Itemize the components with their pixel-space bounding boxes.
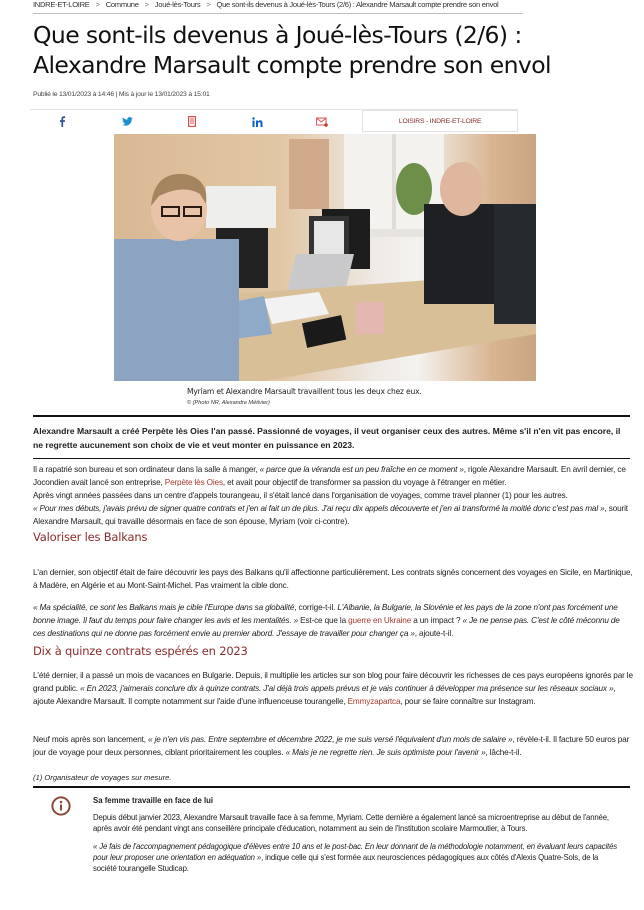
info-box-quote: « Je fais de l'accompagnement pédagogique d'élèves entre 10 ans et le post-bac. En leur donnant de la méthodologie notamment, en évaluant leurs capacités pour leur proposer une orientation en adéquation »: [93, 842, 618, 862]
share-twitter-button[interactable]: [95, 110, 160, 133]
section-heading-contrats: Dix à quinze contrats espérés en 2023: [33, 644, 248, 658]
p2-text: L'an dernier, son objectif était de faire découvrir les pays des Balkans qu'il affectionne particulièrement. Les contrats signés concernent des voyages en Sicile, en Martinique, à Madère, en Algérie et au Mont-Saint-Michel. Pas vraiment la cible donc.: [33, 568, 633, 590]
p3-text-e: a un impact ?: [411, 616, 463, 625]
facebook-icon: [58, 116, 66, 127]
photo-caption: Myriam et Alexandre Marsault travaillent tous les deux chez eux.: [187, 387, 422, 396]
breadcrumb-current: Que sont-ils devenus à Joué-lès-Tours (2/6) : Alexandre Marsault compte prendre son envol: [216, 0, 499, 9]
share-bar: [30, 109, 518, 133]
breadcrumb-separator: >: [144, 0, 149, 9]
article-photo: [114, 134, 536, 381]
paragraph-1: [33, 463, 633, 528]
article-lead: Alexandre Marsault a créé Perpète lès Oies l'an passé. Passionné de voyages, il veut organiser ceux des autres. Même s'il n'en vit pas encore, il ne regrette aucunement son choix de vie et veut monter en puissance en 2023.: [33, 415, 630, 459]
paragraph-3: [33, 601, 633, 640]
photo-credit: © (Photo NR, Alexandre Métivier): [187, 400, 270, 406]
breadcrumb: [33, 0, 523, 14]
info-box: [33, 790, 630, 906]
office-photo-illustration: [114, 134, 536, 381]
page-title: [33, 20, 593, 80]
guerre-en-ukraine-link[interactable]: guerre en Ukraine: [348, 616, 412, 625]
email-icon: [316, 117, 328, 127]
info-icon: [51, 796, 71, 816]
info-box-paragraph-1: Depuis début janvier 2023, Alexandre Marsault travaille face à sa femme, Myriam. Cette dernière a également lancé sa microentreprise au début de l'année, après avoir été pendant vingt ans conseillère principale d'éducation, notamment au sein de l'Institution scolaire Marmoutier, à Tours.: [93, 813, 609, 833]
p3-quote-a: « Ma spécialité, ce sont les Balkans mais je cible l'Europe dans sa globalité: [33, 603, 295, 612]
emmyzapartca-link[interactable]: Emmyzapartca: [347, 697, 401, 706]
p1-text-d: , et avait pour objectif de transformer sa passion du voyage à l'étranger en métier.: [222, 478, 507, 487]
share-facebook-button[interactable]: [30, 110, 95, 133]
p4-text-c: , ajoute Alexandre Marsault. Il compte notamment sur l'aide d'une influenceuse tourangelle,: [33, 684, 616, 706]
p1-quote-f: « Pour mes débuts, j'avais prévu de signer quatre contrats et j'en ai fait un de plus. J'ai reçu dix appels découverte et j'en ai transformé la moitié donc c'est pas mal »: [33, 504, 605, 513]
p5-text-e: , lâche-t-il.: [485, 748, 522, 757]
p1-text-g: , sourit Alexandre Marsault, qui travaille désormais en face de son épouse, Myriam (voir ci-contre).: [33, 504, 628, 526]
p1-text-a: Il a rapatrié son bureau et son ordinateur dans la salle à manger,: [33, 465, 260, 474]
breadcrumb-separator: >: [206, 0, 211, 9]
print-icon: [188, 116, 196, 127]
info-box-paragraph-2-rest: , indique celle qui s'est formée aux neurosciences pédagogiques aux côtés d'Alexis Quatre-Sols, de la société tourangelle Studicap.: [93, 853, 599, 873]
p3-quote-c: L'Albanie, la Bulgarie, la Slovénie et les pays de la zone n'ont pas forcément une bonne image. Il faut du temps pour faire changer les avis et les mentalités. »: [33, 603, 618, 625]
p5-text-c: , révèle-t-il. Il facture 50 euros par jour de voyage pour deux personnes, ciblant prioritairement les couples.: [33, 735, 630, 757]
p1-text-c: , rigole Alexandre Marsault. En avril dernier, ce Jocondien avait lancé son entreprise,: [33, 465, 626, 487]
info-box-body: [93, 812, 623, 881]
breadcrumb-indre-et-loire[interactable]: INDRE-ET-LOIRE: [33, 0, 90, 9]
share-email-button[interactable]: [289, 110, 354, 133]
category-link[interactable]: LOISIRS - INDRE-ET-LOIRE: [362, 110, 518, 132]
section-heading-balkans: Valoriser les Balkans: [33, 530, 148, 544]
footnote: (1) Organisateur de voyages sur mesure.: [33, 773, 630, 788]
breadcrumb-commune[interactable]: Commune: [105, 0, 139, 9]
p4-text-a: L'été dernier, il a passé un mois de vacances en Bulgarie. Depuis, il multiplie les articles sur son blog pour faire découvrir les richesses de ces pays européens ignorés par le grand public.: [33, 671, 633, 693]
breadcrumb-joue-les-tours[interactable]: Joué-lès-Tours: [154, 0, 201, 9]
breadcrumb-separator: >: [95, 0, 100, 9]
info-box-title: Sa femme travaille en face de lui: [93, 796, 214, 805]
p3-text-d: Est-ce que la: [298, 616, 349, 625]
paragraph-5: [33, 733, 633, 759]
paragraph-2: [33, 566, 633, 592]
p3-quote-f: « Je ne pense pas. C'est le côté méconnu de ces destinations qui ne donne pas forcément envie au premier abord. J'essaye de travailler pour changer ça »: [33, 616, 620, 638]
p4-text-d: , pour se faire connaître sur Instagram.: [400, 697, 536, 706]
p3-text-g: , ajoute-t-il.: [414, 629, 454, 638]
p5-quote-d: « Mais je ne regrette rien. Je suis optimiste pour l'avenir »: [285, 748, 486, 757]
p5-quote-b: « je n'en vis pas. Entre septembre et décembre 2022, je me suis versé l'équivalent d'un mois de salaire »: [148, 735, 513, 744]
p5-text-a: Neuf mois après son lancement,: [33, 735, 149, 744]
publication-dates: Publié le 13/01/2023 à 14:46 | Mis à jour le 13/01/2023 à 15:01: [33, 91, 210, 98]
linkedin-icon: [252, 117, 263, 127]
title-line-1: Que sont-ils devenus à Joué-lès-Tours (2/6) :: [33, 21, 522, 49]
share-linkedin-button[interactable]: [225, 110, 290, 133]
p1-quote-a: « parce que la véranda est un peu fraîche en ce moment »: [259, 465, 464, 474]
p1-text-e: Après vingt années passées dans un centre d'appels tourangeau, il s'était lancé dans l'organisation de voyages, comme travel planner (1) pour les autres.: [33, 491, 568, 500]
p4-quote-b: « En 2023, j'aimerais conclure dix à quinze contrats. J'ai déjà trois appels prévus et je vais continuer à développer ma présence sur les réseaux sociaux »: [80, 684, 614, 693]
twitter-icon: [122, 117, 133, 126]
title-line-2: Alexandre Marsault compte prendre son envol: [33, 51, 551, 79]
paragraph-4: [33, 669, 633, 708]
print-button[interactable]: [160, 110, 225, 133]
p3-text-b: , corrige-t-il.: [294, 603, 338, 612]
perpete-les-oies-link[interactable]: Perpète lès Oies: [164, 478, 223, 487]
